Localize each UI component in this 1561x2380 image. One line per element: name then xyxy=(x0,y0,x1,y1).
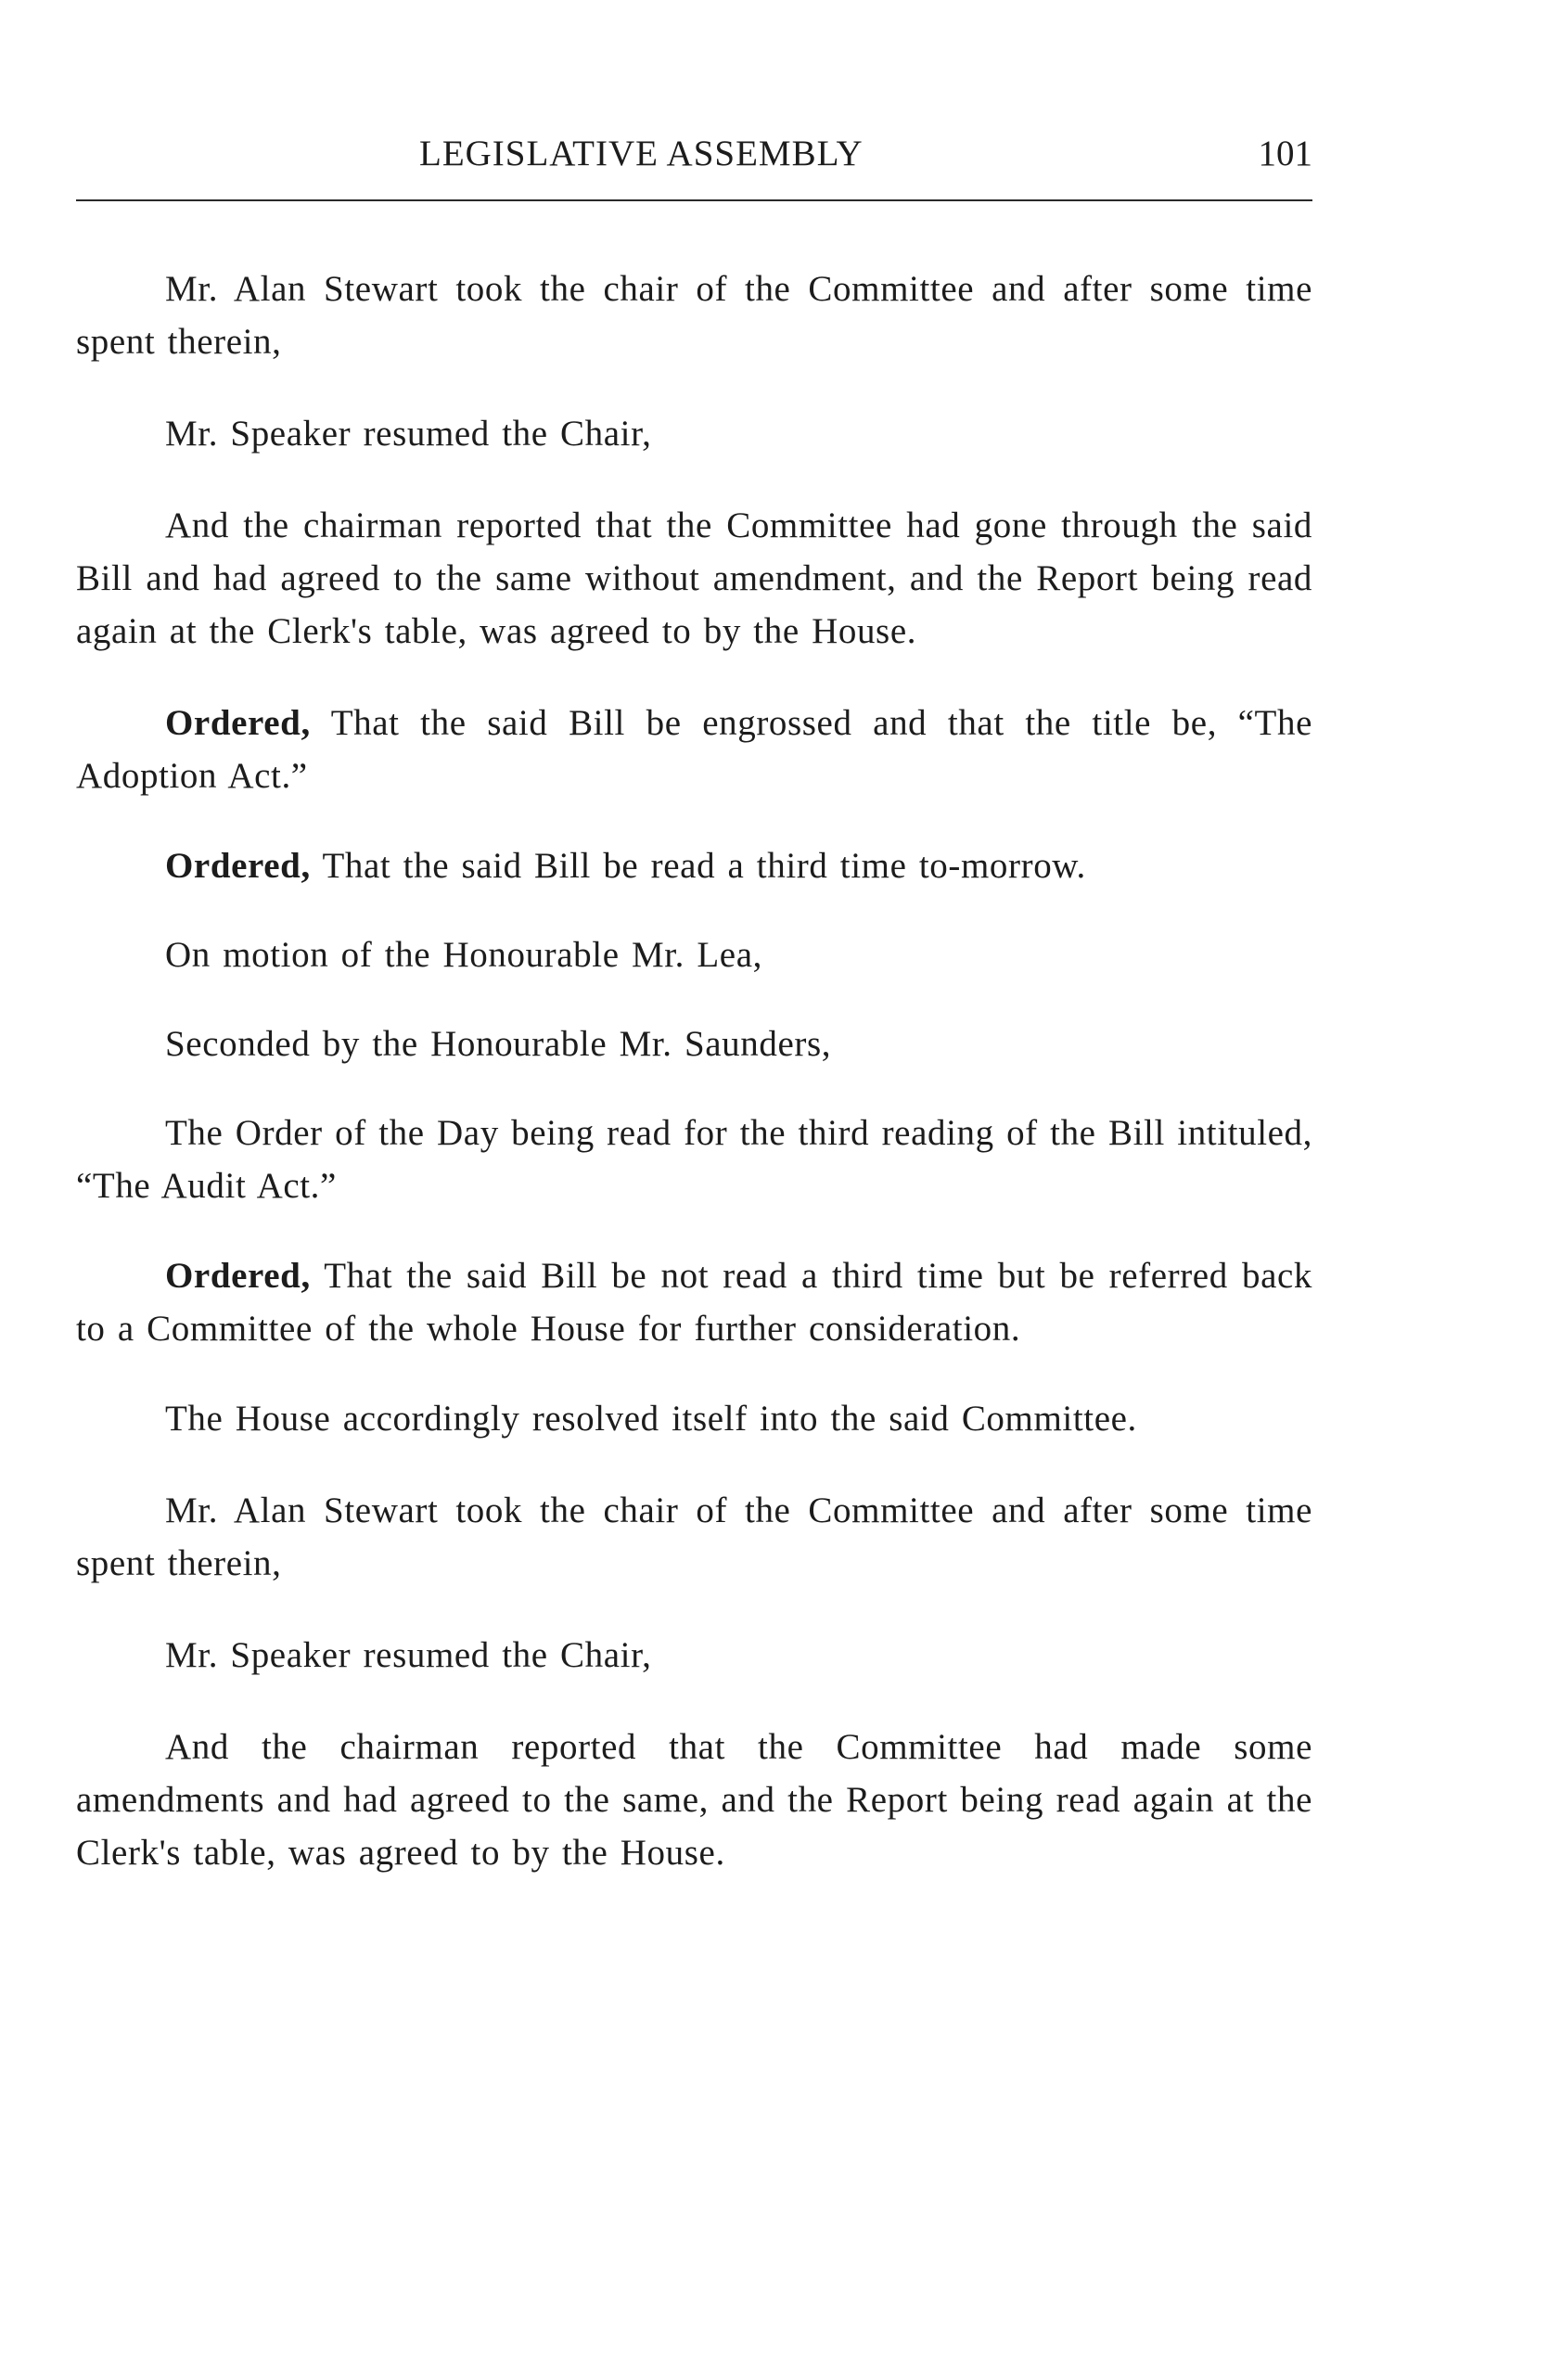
header-rule xyxy=(76,199,1312,201)
running-head: LEGISLATIVE ASSEMBLY xyxy=(419,134,864,173)
paragraph-speaker-resumed-2: Mr. Speaker resumed the Chair, xyxy=(165,1635,652,1675)
paragraph-motion: On motion of the Honourable Mr. Lea, xyxy=(165,935,762,975)
paragraph-order-of-day: The Order of the Day being read for the third reading of the Bill intituled, “The Audit Act.” xyxy=(76,1113,1312,1206)
paragraph-chair-taken-2: Mr. Alan Stewart took the chair of the Committee and after some time spent therein, xyxy=(76,1491,1312,1583)
paragraph-speaker-resumed-1: Mr. Speaker resumed the Chair, xyxy=(165,414,652,454)
page-number: 101 xyxy=(1258,134,1312,173)
ordered-lead: Ordered, xyxy=(165,846,311,886)
paragraph-ordered-engrossed: Ordered, That the said Bill be engrossed and that the title be, “The Adoption Act.” xyxy=(76,703,1312,796)
ordered-lead: Ordered, xyxy=(165,1256,311,1296)
paragraph-seconded: Seconded by the Honourable Mr. Saunders, xyxy=(165,1024,832,1064)
paragraph-committee-report-1: And the chairman reported that the Committee had gone through the said Bill and had agreed to the same without amendment, and the Report being read again at the Clerk's table, was agreed to by the House. xyxy=(76,505,1312,651)
journal-body xyxy=(76,262,1312,1879)
paragraph-house-resolved: The House accordingly resolved itself into the said Committee. xyxy=(165,1399,1137,1439)
paragraph-committee-report-2: And the chairman reported that the Committee had made some amendments and had agreed to the same, and the Report being read again at the Clerk's table, was agreed to by the House. xyxy=(76,1727,1312,1873)
page-header xyxy=(76,133,1312,185)
paragraph-ordered-third-reading: Ordered, That the said Bill be read a third time to-morrow. xyxy=(165,846,1086,886)
paragraph-ordered-referred-back: Ordered, That the said Bill be not read a third time but be referred back to a Committee of the whole House for further consideration. xyxy=(76,1256,1312,1349)
ordered-lead: Ordered, xyxy=(165,703,311,743)
paragraph-chair-taken-1: Mr. Alan Stewart took the chair of the Committee and after some time spent therein, xyxy=(76,269,1312,362)
